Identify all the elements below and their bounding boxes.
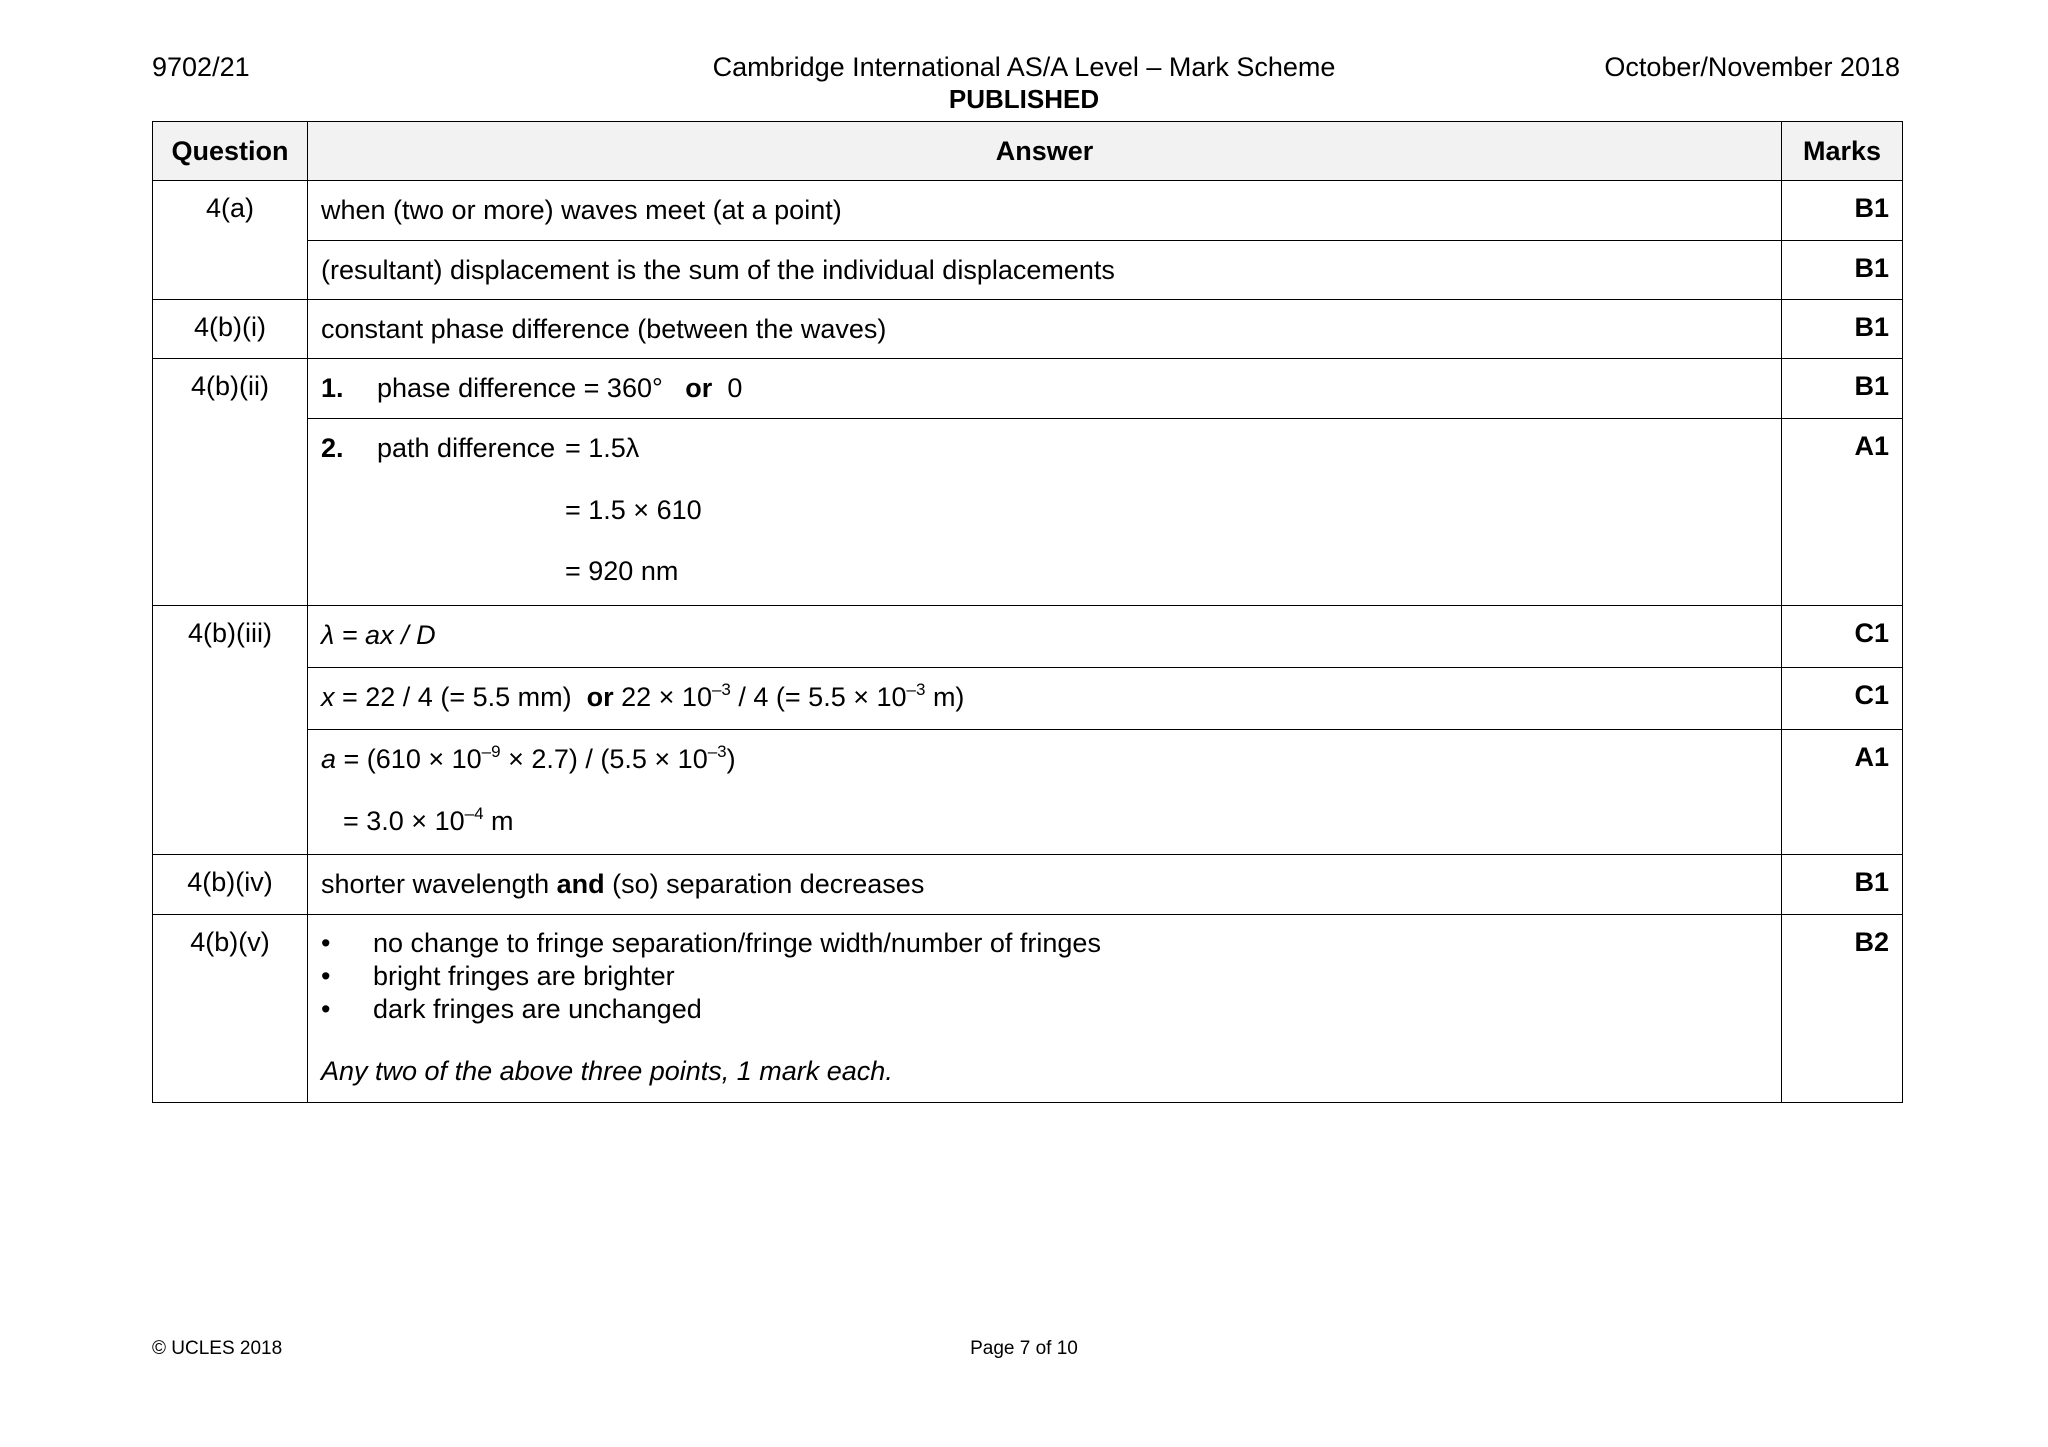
header-marks: Marks [1782,122,1903,181]
mark-cell: C1 [1782,668,1903,730]
question-label: 4(b)(iii) [153,606,308,855]
mark-cell: B2 [1782,915,1903,1103]
answer-text: (resultant) displacement is the sum of the individual displacements [321,255,1115,285]
answer-text [321,431,1769,465]
table-row [153,241,1903,300]
answer-fragment: x [321,682,335,712]
equation-line: = 1.5 × 610 [565,495,702,525]
table-row [153,300,1903,359]
mark-scheme-table [152,121,1903,1103]
table-row [153,606,1903,668]
mark-cell: B1 [1782,855,1903,915]
answer-cell [308,181,1782,241]
answer-cell [308,915,1782,1103]
exam-session: October/November 2018 [1604,52,1900,82]
answer-fragment: 0 [727,373,743,403]
answer-text [321,742,1769,776]
answer-fragment: ) [726,744,736,774]
answer-fragment: m [483,806,514,836]
table-row [153,855,1903,915]
paper-code: 9702/21 [152,52,250,82]
answer-fragment: = 3.0 × 10 [343,806,465,836]
question-label: 4(b)(v) [153,915,308,1103]
or-keyword: or [586,682,614,712]
answer-fragment: shorter wavelength [321,869,557,899]
mark-cell: A1 [1782,419,1903,606]
mark-cell: B1 [1782,300,1903,359]
answer-fragment: path difference [377,433,556,463]
answer-text: constant phase difference (between the waves) [321,314,887,344]
answer-cell [308,606,1782,668]
mark-cell: C1 [1782,606,1903,668]
header-answer: Answer [308,122,1782,181]
and-keyword: and [556,869,605,899]
exponent: –3 [707,742,727,761]
answer-cell [308,300,1782,359]
header-question: Question [153,122,308,181]
exponent: –9 [481,742,501,761]
answer-cell [308,855,1782,915]
answer-fragment: = (610 × 10 [336,744,482,774]
answer-cell [308,359,1782,419]
table-row [153,181,1903,241]
table-row [153,359,1903,419]
table-row [153,419,1903,606]
bullet-dot: • [321,961,331,991]
answer-fragment: 22 × 10 [613,682,712,712]
question-label: 4(a) [153,181,308,300]
answer-cell [308,419,1782,606]
equation-line: = 1.5λ [565,433,640,463]
answer-text [321,371,1769,405]
bullet-text: no change to fringe separation/fringe width/number of fringes [373,928,1101,958]
mark-cell: B1 [1782,241,1903,300]
mark-cell: B1 [1782,181,1903,241]
answer-fragment: phase difference = 360° [377,373,663,403]
answer-fragment: / 4 (= 5.5 × 10 [730,682,907,712]
table-header-row [153,122,1903,181]
exponent: –4 [464,804,484,823]
table-row [153,915,1903,1103]
bullet-item [321,993,1769,1026]
bullet-text: dark fringes are unchanged [373,994,702,1024]
part-number: 1. [321,373,344,403]
answer-fragment: a [321,744,337,774]
page-number: Page 7 of 10 [970,1338,1078,1359]
answer-fragment: (so) separation decreases [604,869,925,899]
equation-line: = 920 nm [565,556,679,586]
document-title: Cambridge International AS/A Level – Mark Scheme [712,52,1336,82]
bullet-dot: • [321,928,331,958]
answer-text: λ = ax / D [321,620,436,650]
bullet-dot: • [321,994,331,1024]
answer-cell [308,241,1782,300]
answer-fragment: m) [925,682,965,712]
answer-fragment: × 2.7) / (5.5 × 10 [500,744,708,774]
copyright: © UCLES 2018 [152,1338,283,1359]
mark-cell: A1 [1782,730,1903,855]
answer-cell [308,668,1782,730]
exponent: –3 [711,680,731,699]
bullet-item [321,960,1769,993]
part-number: 2. [321,433,344,463]
marking-note: Any two of the above three points, 1 mark each. [321,1056,893,1086]
answer-cell [308,730,1782,855]
answer-text: when (two or more) waves meet (at a point) [321,195,842,225]
answer-text [321,867,1769,901]
mark-cell: B1 [1782,359,1903,419]
question-label: 4(b)(iv) [153,855,308,915]
question-label: 4(b)(ii) [153,359,308,606]
question-label: 4(b)(i) [153,300,308,359]
answer-text [321,680,1769,714]
published-label: PUBLISHED [948,84,1100,114]
bullet-item [321,927,1769,960]
bullet-text: bright fringes are brighter [373,961,675,991]
table-row [153,730,1903,855]
or-keyword: or [685,373,713,403]
answer-fragment: = 22 / 4 (= 5.5 mm) [334,682,580,712]
equation-line [321,804,1769,838]
exponent: –3 [906,680,926,699]
table-row [153,668,1903,730]
